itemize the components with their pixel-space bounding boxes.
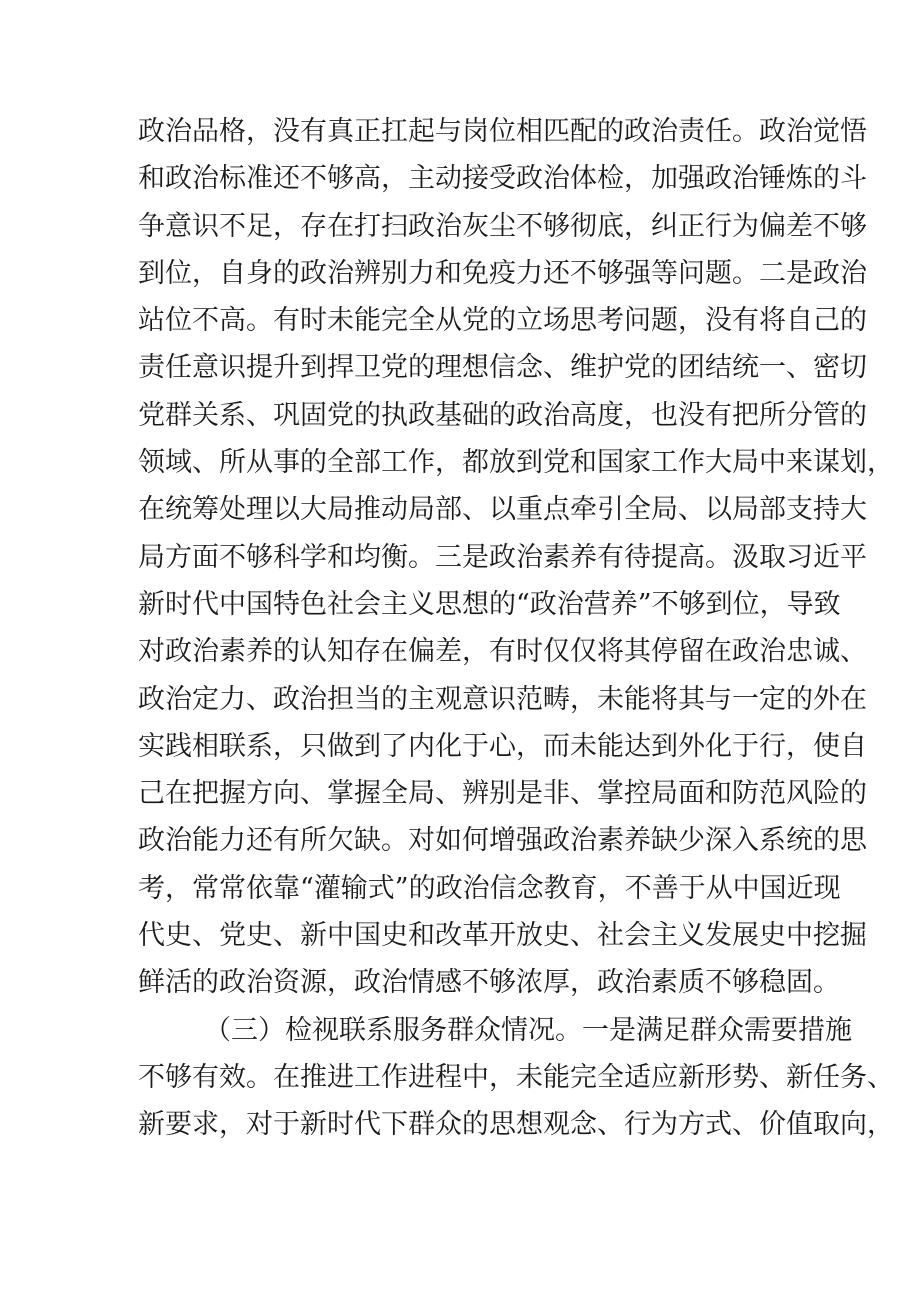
text-line: 政治品格，没有真正扛起与岗位相匹配的政治责任。政治觉悟 <box>138 116 867 147</box>
text-line: 鲜活的政治资源，政治情感不够浓厚，政治素质不够稳固。 <box>138 967 840 999</box>
text-line: 己在把握方向、掌握全局、辨别是非、掌控局面和防范风险的 <box>138 778 867 810</box>
text-line: 新时代中国特色社会主义思想的“政治营养”不够到位，导致 <box>138 588 841 620</box>
text-line: 新要求，对于新时代下群众的思想观念、行为方式、价值取向， <box>138 1109 894 1141</box>
section-heading-line: （三）检视联系服务群众情况。一是满足群众需要措施 <box>204 1014 852 1046</box>
text-line: 对政治素养的认知存在偏差，有时仅仅将其停留在政治忠诚、 <box>138 636 867 668</box>
body-text <box>138 108 894 1149</box>
text-line: 领域、所从事的全部工作，都放到党和国家工作大局中来谋划， <box>138 447 894 479</box>
text-line: 在统筹处理以大局推动局部、以重点牵引全局、以局部支持大 <box>138 494 867 526</box>
text-line: 局方面不够科学和均衡。三是政治素养有待提高。汲取习近平 <box>138 541 867 573</box>
text-line: 和政治标准还不够高，主动接受政治体检，加强政治锤炼的斗 <box>138 163 867 195</box>
text-line: 责任意识提升到捍卫党的理想信念、维护党的团结统一、密切 <box>138 352 867 384</box>
text-line: 站位不高。有时未能完全从党的立场思考问题，没有将自己的 <box>138 305 867 337</box>
text-line: 代史、党史、新中国史和改革开放史、社会主义发展史中挖掘 <box>138 920 867 952</box>
text-line: 实践相联系，只做到了内化于心，而未能达到外化于行，使自 <box>138 730 867 762</box>
text-line: 党群关系、巩固党的执政基础的政治高度，也没有把所分管的 <box>138 399 867 431</box>
text-line: 考，常常依靠“灌输式”的政治信念教育，不善于从中国近现 <box>138 872 841 904</box>
text-line: 政治能力还有所欠缺。对如何增强政治素养缺少深入系统的思 <box>138 825 867 857</box>
text-line: 政治定力、政治担当的主观意识范畴，未能将其与一定的外在 <box>138 683 867 715</box>
text-line: 不够有效。在推进工作进程中，未能完全适应新形势、新任务、 <box>138 1061 894 1093</box>
text-line: 争意识不足，存在打扫政治灰尘不够彻底，纠正行为偏差不够 <box>138 210 867 242</box>
text-line: 到位，自身的政治辨别力和免疫力还不够强等问题。二是政治 <box>138 257 867 289</box>
